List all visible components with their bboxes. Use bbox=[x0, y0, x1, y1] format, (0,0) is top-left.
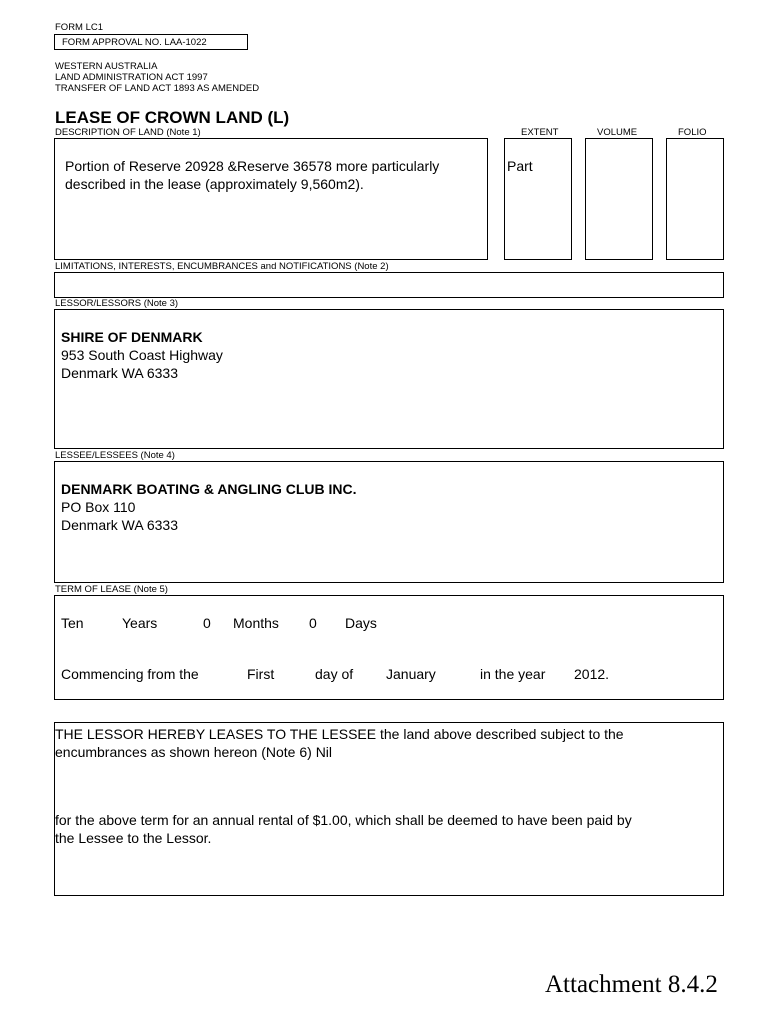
act-label-2: TRANSFER OF LAND ACT 1893 AS AMENDED bbox=[55, 83, 260, 94]
description-label: DESCRIPTION OF LAND (Note 1) bbox=[55, 127, 201, 138]
lessor-name: SHIRE OF DENMARK bbox=[61, 329, 203, 345]
term-years-value: Ten bbox=[61, 615, 84, 631]
approval-box bbox=[54, 34, 248, 50]
state-label: WESTERN AUSTRALIA bbox=[55, 61, 158, 72]
grant-box bbox=[54, 722, 724, 896]
lessor-address-1: 953 South Coast Highway bbox=[61, 347, 223, 363]
grant-line-1: THE LESSOR HEREBY LEASES TO THE LESSEE the land above described subject to the bbox=[55, 726, 624, 742]
extent-label: EXTENT bbox=[521, 127, 559, 138]
attachment-label: Attachment 8.4.2 bbox=[545, 971, 718, 998]
grant-line-2: encumbrances as shown hereon (Note 6) Nil bbox=[55, 744, 333, 760]
lessor-label: LESSOR/LESSORS (Note 3) bbox=[55, 298, 179, 309]
term-months-value: 0 bbox=[203, 615, 211, 631]
commencing-year: 2012. bbox=[574, 666, 610, 682]
lessor-box bbox=[54, 309, 724, 449]
lessor-address-2: Denmark WA 6333 bbox=[61, 365, 178, 381]
term-box bbox=[54, 595, 724, 700]
volume-box bbox=[585, 138, 653, 260]
term-days-value: 0 bbox=[309, 615, 317, 631]
folio-label: FOLIO bbox=[678, 127, 707, 138]
lessee-address-1: PO Box 110 bbox=[61, 499, 136, 515]
description-box bbox=[54, 138, 488, 260]
lessee-name: DENMARK BOATING & ANGLING CLUB INC. bbox=[61, 481, 357, 497]
volume-label: VOLUME bbox=[597, 127, 638, 138]
page-title: LEASE OF CROWN LAND (L) bbox=[55, 108, 290, 127]
commencing-label: Commencing from the bbox=[61, 666, 199, 682]
term-days-label: Days bbox=[345, 615, 377, 631]
limitations-label: LIMITATIONS, INTERESTS, ENCUMBRANCES and NOTIFICATIONS (Note 2) bbox=[55, 261, 389, 272]
in-year-label: in the year bbox=[480, 666, 546, 682]
folio-box bbox=[666, 138, 724, 260]
term-label: TERM OF LEASE (Note 5) bbox=[55, 584, 168, 595]
lessee-box bbox=[54, 461, 724, 583]
term-years-label: Years bbox=[122, 615, 158, 631]
description-line-1: Portion of Reserve 20928 &Reserve 36578 more particularly bbox=[65, 158, 440, 174]
day-of-label: day of bbox=[315, 666, 354, 682]
limitations-box bbox=[54, 272, 724, 298]
grant-line-3: for the above term for an annual rental of $1.00, which shall be deemed to have been paid by bbox=[55, 812, 632, 828]
commencing-month: January bbox=[386, 666, 436, 682]
lessee-label: LESSEE/LESSEES (Note 4) bbox=[55, 450, 175, 461]
approval-number: FORM APPROVAL NO. LAA-1022 bbox=[62, 37, 207, 48]
term-months-label: Months bbox=[233, 615, 279, 631]
act-label-1: LAND ADMINISTRATION ACT 1997 bbox=[55, 72, 208, 83]
form-code: FORM LC1 bbox=[55, 22, 104, 33]
extent-value: Part bbox=[507, 158, 533, 174]
commencing-day: First bbox=[247, 666, 275, 682]
description-line-2: described in the lease (approximately 9,560m2). bbox=[65, 176, 364, 192]
grant-line-4: the Lessee to the Lessor. bbox=[55, 830, 212, 846]
lessee-address-2: Denmark WA 6333 bbox=[61, 517, 178, 533]
extent-box bbox=[504, 138, 572, 260]
